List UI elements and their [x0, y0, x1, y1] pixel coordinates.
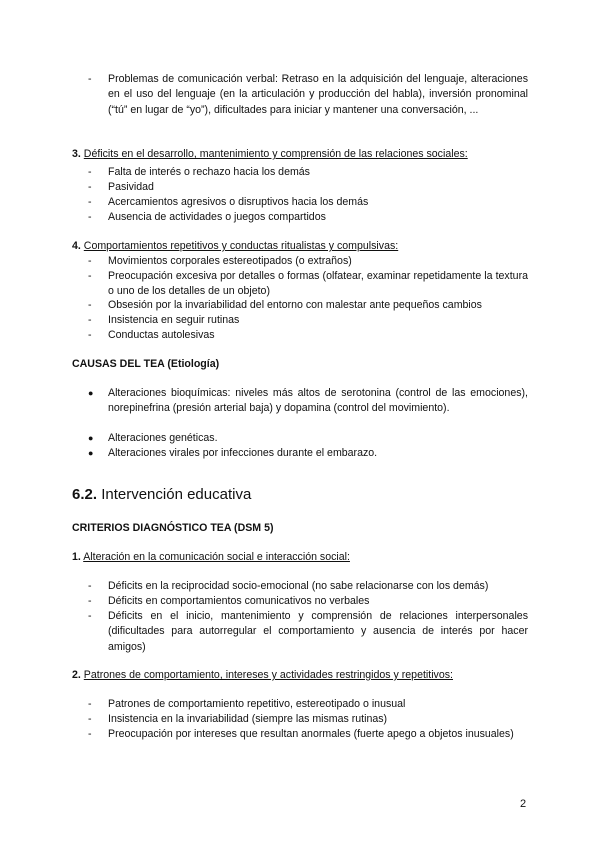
section-number: 1.: [72, 551, 81, 563]
list-item-text: Insistencia en seguir rutinas: [108, 314, 240, 326]
list-item: [88, 609, 528, 655]
criterio-2-heading: [72, 668, 532, 683]
list-item: [88, 328, 528, 343]
section-number: 2.: [72, 669, 81, 681]
list-item: [88, 386, 528, 417]
list-item-text: Preocupación excesiva por detalles o formas (olfatear, examinar repetidamente la textura o uno de los detalles de un objeto): [108, 270, 528, 298]
list-item: [88, 594, 528, 609]
list-item: [88, 313, 528, 328]
list-item: [88, 727, 528, 742]
dash-bullet: -: [88, 299, 92, 311]
section-title: Déficits en el desarrollo, mantenimiento y comprensión de las relaciones sociales:: [83, 148, 468, 160]
list-item: [88, 269, 528, 300]
circle-bullet: ●: [88, 388, 94, 398]
page-number: 2: [520, 798, 527, 810]
criterio-1-heading: [72, 550, 532, 565]
section-title: Comportamientos repetitivos y conductas ritualistas y compulsivas:: [83, 240, 399, 252]
dash-bullet: -: [88, 211, 92, 223]
list-item: [88, 431, 528, 446]
list-item-text: Movimientos corporales estereotipados (o extraños): [108, 255, 352, 267]
list-item-text: Pasividad: [108, 181, 154, 193]
list-item-text: Alteraciones virales por infecciones durante el embarazo.: [108, 447, 378, 459]
criterios-heading: CRITERIOS DIAGNÓSTICO TEA (DSM 5): [72, 522, 274, 534]
list-item: [88, 298, 528, 313]
list-item: [88, 210, 528, 225]
dash-bullet: -: [88, 610, 92, 622]
dash-bullet: -: [88, 270, 92, 282]
dash-bullet: -: [88, 329, 92, 341]
list-item-text: Alteraciones bioquímicas: niveles más altos de serotonina (control de las emociones), norepinefrina (presión arterial baja) y dopamina (control del movimiento).: [108, 387, 528, 415]
list-item: [88, 697, 528, 712]
dash-bullet: -: [88, 595, 92, 607]
list-item-text: Problemas de comunicación verbal: Retraso en la adquisición del lenguaje, alteraciones en el uso del lenguaje (en la articulación y producción del habla), inversión pronominal (“tú” en lugar de “yo”), dificultades para iniciar y mantener una conversación, ...: [108, 73, 528, 116]
list-item-text: Déficits en el inicio, mantenimiento y comprensión de relaciones interpersonales (dificultades para autorregular el comportamiento y ausencia de interés por hacer amigos): [108, 610, 528, 653]
list-item: [88, 446, 528, 461]
dash-bullet: -: [88, 713, 92, 725]
list-item-text: Ausencia de actividades o juegos compartidos: [108, 211, 326, 223]
list-item-text: Insistencia en la invariabilidad (siempre las mismas rutinas): [108, 713, 388, 725]
list-item-text: Obsesión por la invariabilidad del entorno con malestar ante pequeños cambios: [108, 299, 482, 311]
list-item: [88, 195, 528, 210]
section-3-heading: [72, 147, 532, 162]
section-number: 3.: [72, 148, 81, 160]
section-number: 6.2.: [72, 486, 98, 503]
list-item-text: Déficits en comportamientos comunicativos no verbales: [108, 595, 370, 607]
list-item-text: Conductas autolesivas: [108, 329, 215, 341]
section-number: 4.: [72, 240, 81, 252]
dash-bullet: -: [88, 196, 92, 208]
section-4-heading: [72, 239, 532, 254]
section-6-2-heading: [72, 487, 251, 502]
section-title: Intervención educativa: [101, 486, 252, 503]
list-item: [88, 72, 528, 118]
list-item-text: Patrones de comportamiento repetitivo, estereotipado o inusual: [108, 698, 406, 710]
list-item: [88, 180, 528, 195]
list-item: [88, 579, 528, 594]
dash-bullet: -: [88, 728, 92, 740]
dash-bullet: -: [88, 166, 92, 178]
list-item: [88, 254, 528, 269]
causas-heading: CAUSAS DEL TEA (Etiología): [72, 358, 220, 370]
dash-bullet: -: [88, 255, 92, 267]
section-title: Patrones de comportamiento, intereses y actividades restringidos y repetitivos:: [83, 669, 453, 681]
dash-bullet: -: [88, 181, 92, 193]
list-item-text: Falta de interés o rechazo hacia los demás: [108, 166, 310, 178]
list-item-text: Déficits en la reciprocidad socio-emocional (no sabe relacionarse con los demás): [108, 580, 489, 592]
list-item-text: Acercamientos agresivos o disruptivos hacia los demás: [108, 196, 369, 208]
circle-bullet: ●: [88, 433, 94, 443]
list-item-text: Alteraciones genéticas.: [108, 432, 218, 444]
list-item: [88, 712, 528, 727]
dash-bullet: -: [88, 314, 92, 326]
dash-bullet: -: [88, 580, 92, 592]
dash-bullet: -: [88, 73, 92, 85]
dash-bullet: -: [88, 698, 92, 710]
circle-bullet: ●: [88, 448, 94, 458]
section-title: Alteración en la comunicación social e interacción social:: [83, 551, 350, 563]
list-item-text: Preocupación por intereses que resultan anormales (fuerte apego a objetos inusuales): [108, 728, 514, 740]
list-item: [88, 165, 528, 180]
